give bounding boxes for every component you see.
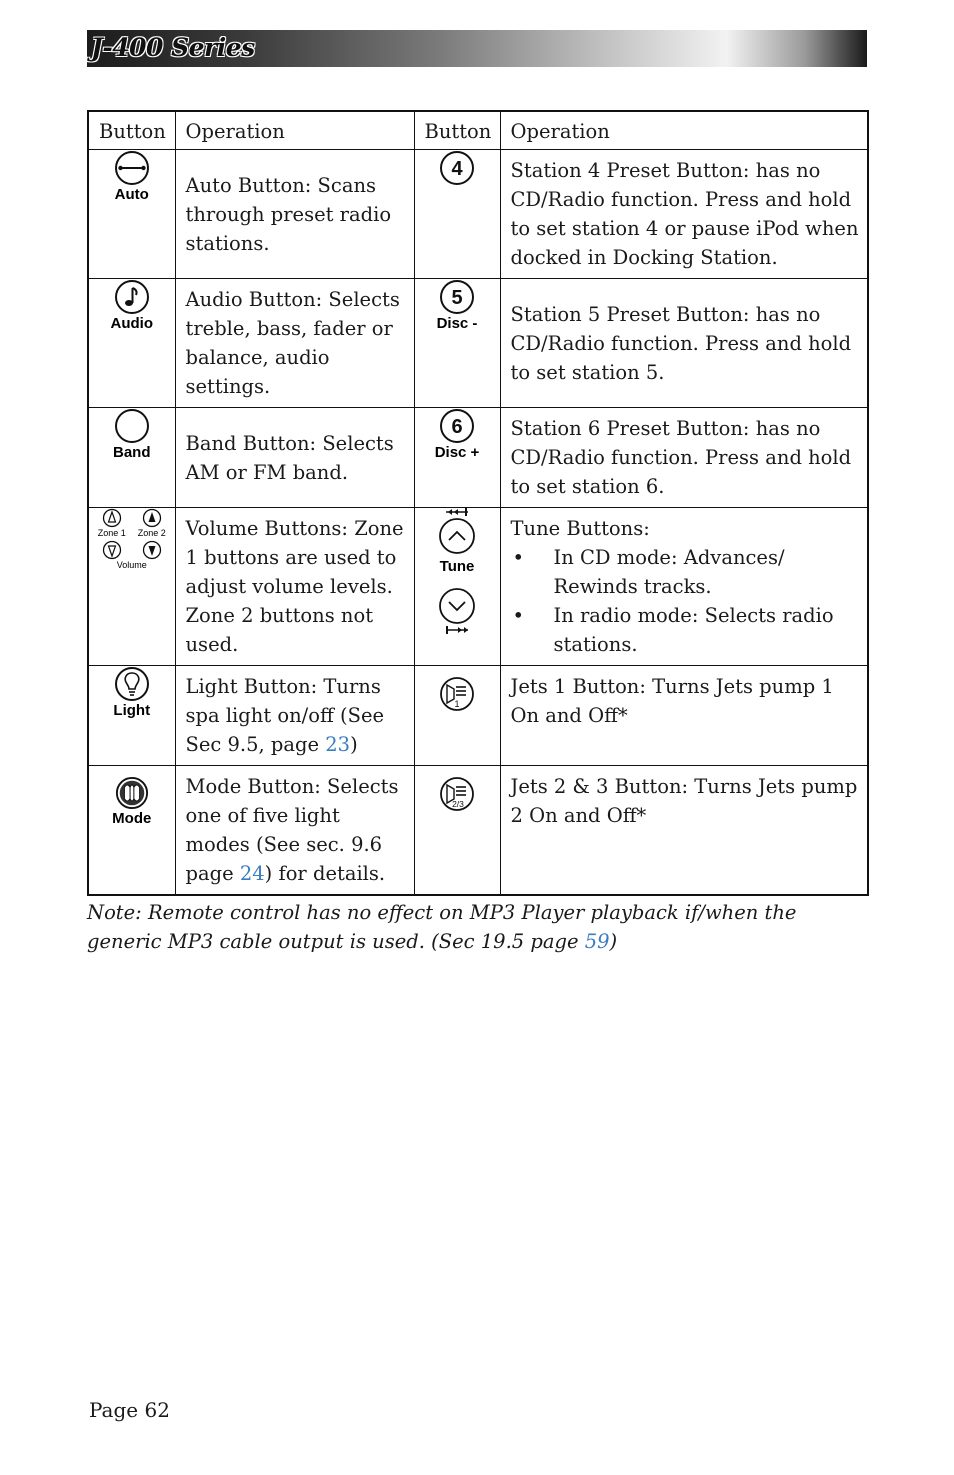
zone2-label: Zone 2 — [137, 528, 166, 538]
volume-button-cell — [88, 508, 175, 666]
preset-5-icon — [439, 279, 475, 315]
band-label: Band — [113, 444, 151, 461]
table-header-row — [88, 111, 868, 150]
audio-button-cell — [88, 279, 175, 408]
disc-minus-label: Disc - — [436, 315, 478, 332]
header-operation-1: Operation — [175, 111, 414, 150]
preset-4-description: Station 4 Preset Button: has no CD/Radio function. Press and hold to set station 4 or pause iPod when docked in Docking Station. — [500, 150, 868, 279]
tune-bullet-list — [511, 543, 860, 659]
volume-description: Volume Buttons: Zone 1 buttons are used to adjust volume levels. Zone 2 buttons not used. — [175, 508, 414, 666]
volume-label: Volume — [116, 560, 147, 570]
preset-6-icon — [439, 408, 475, 444]
jets-2-3-glyph: 2/3 — [452, 799, 464, 809]
table-row — [88, 279, 868, 408]
auto-description: Auto Button: Scans through preset radio stations. — [175, 150, 414, 279]
jets-1-description: Jets 1 Button: Turns Jets pump 1 On and Off* — [500, 666, 868, 766]
list-item — [511, 601, 860, 659]
series-title: J-400 Series — [91, 33, 255, 62]
page-59-link[interactable]: 59 — [584, 930, 610, 953]
preset-6-cell — [414, 408, 500, 508]
table-row — [88, 150, 868, 279]
note-text: Note: Remote control has no effect on MP3 Player playback if/when the generic MP3 cable output is used. (Sec 19.5 page — [87, 901, 797, 953]
header-button-2: Button — [414, 111, 500, 150]
preset-4-icon — [439, 150, 475, 186]
jets-2-3-description: Jets 2 & 3 Button: Turns Jets pump 2 On and Off* — [500, 766, 868, 896]
page-24-link[interactable]: 24 — [239, 862, 265, 885]
mode-text: Mode Button: Selects one of five light modes (See sec. 9.6 page — [185, 775, 399, 885]
preset-6-description: Station 6 Preset Button: has no CD/Radio function. Press and hold to set station 6. — [500, 408, 868, 508]
jets-1-cell — [414, 666, 500, 766]
tune-bullet-radio: In radio mode: Selects radio stations. — [553, 604, 834, 656]
zone2-volume-down-icon — [142, 540, 162, 560]
header-button-1: Button — [88, 111, 175, 150]
mode-label: Mode — [112, 810, 152, 827]
tune-up-icon — [438, 508, 476, 556]
band-button-cell — [88, 408, 175, 508]
table-row — [88, 508, 868, 666]
light-label: Light — [113, 702, 151, 719]
tune-bullet-cd: In CD mode: Advances/ Rewinds tracks. — [553, 546, 785, 598]
jets-2-3-cell — [414, 766, 500, 896]
page-number: Page 62 — [89, 1398, 170, 1422]
light-description — [175, 666, 414, 766]
jets-1-icon — [439, 676, 475, 712]
preset-4-glyph: 4 — [451, 158, 463, 180]
zone1-volume-up-icon — [102, 508, 122, 528]
jets-1-glyph: 1 — [454, 699, 460, 709]
audio-description: Audio Button: Selects treble, bass, fader or balance, audio settings. — [175, 279, 414, 408]
mode-button-cell — [88, 766, 175, 896]
header-banner — [87, 30, 867, 67]
preset-4-cell — [414, 150, 500, 279]
preset-5-description: Station 5 Preset Button: has no CD/Radio function. Press and hold to set station 5. — [500, 279, 868, 408]
tune-description — [500, 508, 868, 666]
table-row — [88, 666, 868, 766]
tune-button-cell — [414, 508, 500, 666]
mode-icon — [115, 776, 149, 810]
button-operations-table — [87, 110, 869, 896]
light-button-cell — [88, 666, 175, 766]
remote-note — [87, 898, 877, 956]
header-operation-2: Operation — [500, 111, 868, 150]
auto-button-cell — [88, 150, 175, 279]
list-item — [511, 543, 860, 601]
light-bulb-icon — [114, 666, 150, 702]
light-text: Light Button: Turns spa light on/off (See Sec 9.5, page — [185, 675, 385, 756]
tune-heading: Tune Buttons: — [510, 517, 650, 540]
preset-6-glyph: 6 — [451, 416, 463, 438]
zone2-volume-up-icon — [142, 508, 162, 528]
audio-note-icon — [114, 279, 150, 315]
mode-text-end: ) for details. — [264, 862, 386, 885]
auto-icon — [114, 150, 150, 186]
zone1-volume-down-icon — [102, 540, 122, 560]
auto-label: Auto — [114, 186, 149, 203]
preset-5-glyph: 5 — [451, 287, 463, 309]
preset-5-cell — [414, 279, 500, 408]
bullet: • — [512, 546, 525, 569]
zone1-label: Zone 1 — [97, 528, 126, 538]
jets-2-3-icon — [439, 776, 475, 812]
audio-label: Audio — [110, 315, 153, 332]
tune-down-icon — [438, 586, 476, 634]
disc-plus-label: Disc + — [434, 444, 480, 461]
bullet: • — [512, 604, 525, 627]
table-row — [88, 766, 868, 896]
tune-label: Tune — [439, 558, 475, 575]
table-row — [88, 408, 868, 508]
mode-description — [175, 766, 414, 896]
page-23-link[interactable]: 23 — [325, 733, 351, 756]
band-description: Band Button: Selects AM or FM band. — [175, 408, 414, 508]
band-icon — [114, 408, 150, 444]
note-text-end: ) — [609, 930, 618, 953]
light-text-end: ) — [350, 733, 358, 756]
